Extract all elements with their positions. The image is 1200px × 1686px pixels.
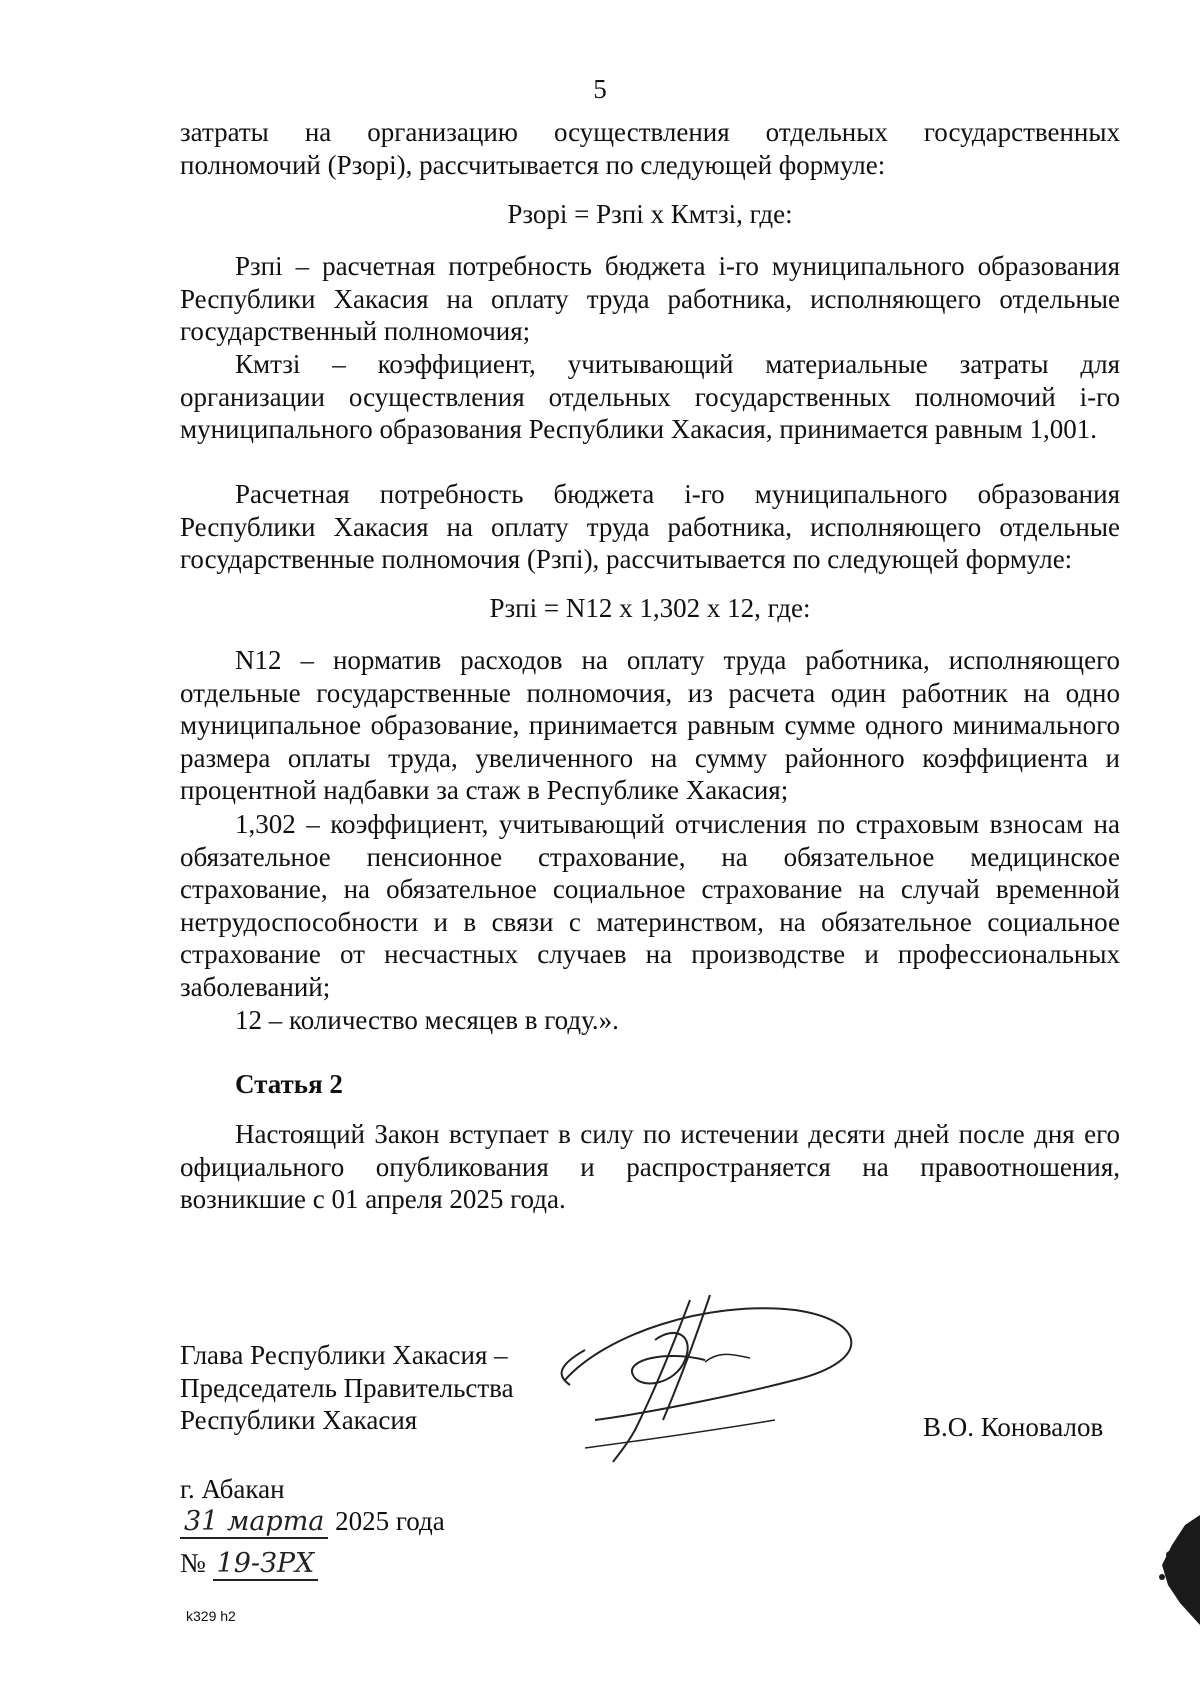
formula-rzpi: Рзпі = N12 х 1,302 х 12, где: (489, 593, 811, 623)
paragraph-effective-date: Настоящий Закон вступает в силу по истечении десяти дней после дня его официального опубликования и распространяется на правоотношения, возникшие с 01 апреля 2025 года. (180, 1119, 1120, 1214)
formula-rzori: Рзорі = Рзпі х Кмтзі, где: (507, 199, 793, 229)
place-of-signing: г. Абакан (180, 1474, 285, 1504)
signatory-title (180, 1339, 514, 1437)
page-number: 5 (593, 74, 607, 104)
scan-artifact-mark (1150, 1515, 1200, 1625)
paragraph-months: 12 – количество месяцев в году.». (235, 1005, 619, 1035)
signing-date (180, 1506, 445, 1542)
handwritten-law-number: 19-ЗРХ (213, 1549, 319, 1581)
signatory-line-3: Республики Хакасия (180, 1405, 418, 1435)
signatory-name: В.О. Коновалов (923, 1412, 1104, 1442)
date-year: 2025 года (335, 1506, 445, 1536)
signatory-line-1: Глава Республики Хакасия – (180, 1340, 508, 1370)
paragraph-rzpi-definition: Рзпі – расчетная потребность бюджета і-го муниципального образования Республики Хакасия на оплату труда работника, исполняющего отдельные государственный полномочия; (180, 251, 1120, 346)
paragraph-n12-definition: N12 – норматив расходов на оплату труда работника, исполняющего отдельные государственные полномочия, из расчета один работник на одно муниципальное образование, принимается равным сумме одного минимального размера оплаты труда, увеличенного на сумму районного коэффициента и процентной надбавки за стаж в Республике Хакасия; (180, 645, 1120, 805)
paragraph-coefficient-definition: 1,302 – коэффициент, учитывающий отчисления по страховым взносам на обязательное пенсионное страхование, на обязательное медицинское страхование, на обязательное социальное страхование на случай временной нетрудоспособности и в связи с материнством, на обязательное социальное страхование от несчастных случаев на производстве и профессиональных заболеваний; (180, 809, 1120, 1002)
handwritten-signature (545, 1280, 885, 1470)
paragraph-rzpi-intro: Расчетная потребность бюджета і-го муниципального образования Республики Хакасия на оплату труда работника, исполняющего отдельные государственные полномочия (Рзпі), рассчитывается по следующей формуле: (180, 479, 1120, 574)
law-number (180, 1548, 318, 1581)
paragraph-costs-intro: затраты на организацию осуществления отдельных государственных полномочий (Рзорі), рассчитывается по следующей формуле: (180, 117, 1120, 180)
document-code: k329 h2 (186, 1608, 236, 1624)
paragraph-kmtzi-definition: Кмтзі – коэффициент, учитывающий материальные затраты для организации осуществления отдельных государственных полномочий і-го муниципального образования Республики Хакасия, принимается равным 1,001. (180, 349, 1120, 444)
handwritten-date: 31 марта (180, 1507, 328, 1539)
signatory-line-2: Председатель Правительства (180, 1372, 514, 1403)
number-sign: № (180, 1548, 206, 1578)
article-heading: Статья 2 (235, 1069, 343, 1099)
